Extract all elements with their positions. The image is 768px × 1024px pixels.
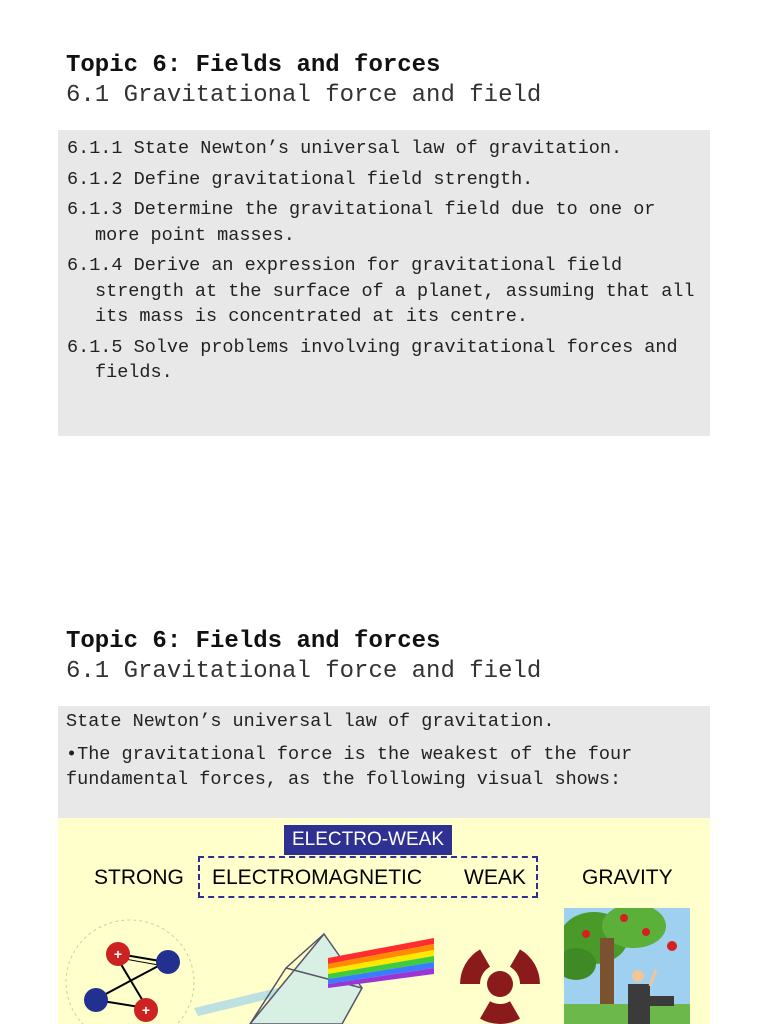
prism-rainbow-icon [194,928,444,1024]
objective-item: 6.1.2 Define gravitational field strength. [67,168,534,190]
topic-title: Topic 6: Fields and forces [66,52,441,79]
force-label-strong: STRONG [94,866,184,889]
objectives-list [58,130,710,386]
section-subtitle: 6.1 Gravitational force and field [66,658,542,685]
objective-item: 6.1.5 Solve problems involving gravitational forces and fields. [67,336,678,383]
objective-item: 6.1.3 Determine the gravitational field due to one or more point masses. [67,199,656,246]
atom-nucleus-icon [64,916,200,1024]
objective-item: 6.1.1 State Newton’s universal law of gravitation. [67,138,623,159]
radiation-icon [440,928,564,1024]
force-label-weak: WEAK [464,866,526,889]
bullet-text: •The gravitational force is the weakest of the four fundamental forces, as the following visual shows: [66,743,633,790]
electroweak-label: ELECTRO-WEAK [284,825,452,855]
objectives-box [58,130,710,436]
svg-text:+: + [113,946,123,962]
force-label-electromagnetic: ELECTROMAGNETIC [212,866,423,889]
newton-apple-tree-icon [564,908,690,1024]
force-label-gravity: GRAVITY [582,866,673,889]
content-box [58,706,710,818]
forces-visual [58,818,710,1024]
objective-heading: State Newton’s universal law of gravitation. [66,711,555,732]
topic-title: Topic 6: Fields and forces [66,628,441,655]
section-subtitle: 6.1 Gravitational force and field [66,82,542,109]
svg-text:+: + [141,1002,151,1018]
objective-item: 6.1.4 Derive an expression for gravitational field strength at the surface of a planet, assuming that all its mass is concentrated at its centre. [67,255,695,327]
